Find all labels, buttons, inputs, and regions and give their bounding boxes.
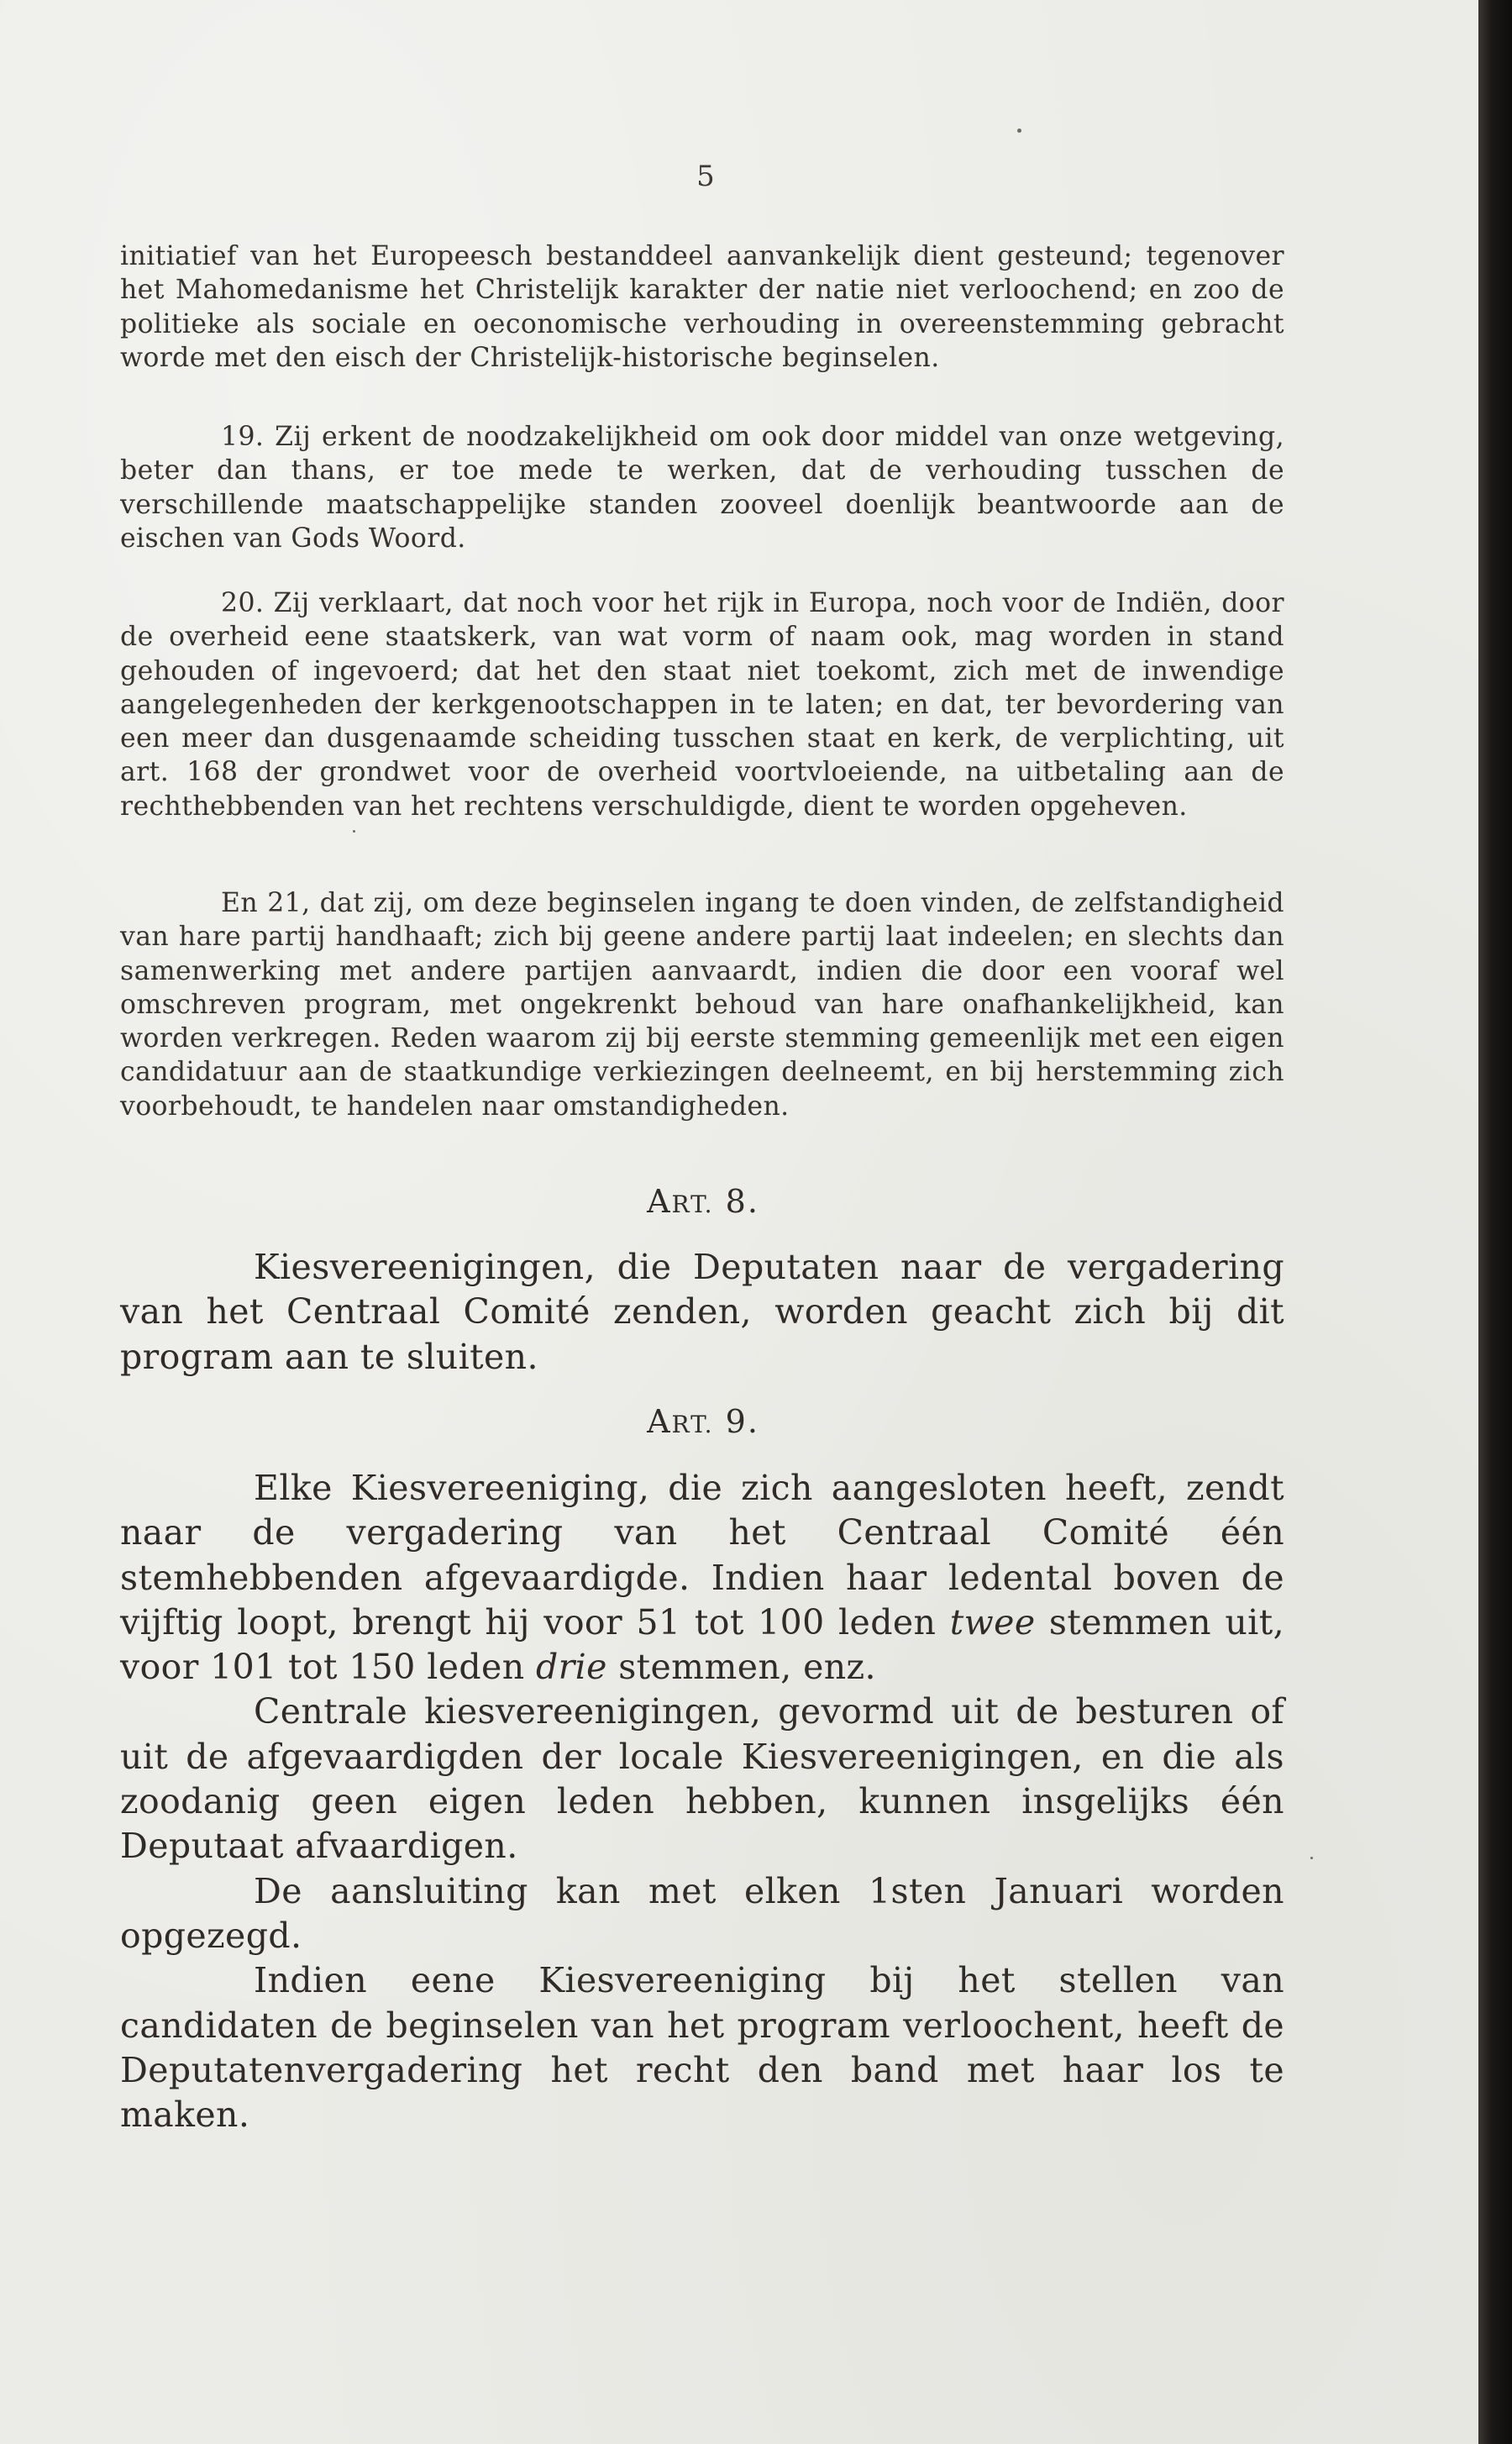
article-9-block [120, 1466, 1284, 2137]
article-8-text: Kiesvereenigingen, die Deputaten naar de vergadering van het Centraal Comité zenden, worden geacht zich bij dit program aan te sluiten. [120, 1247, 1284, 1377]
paper-speck [353, 830, 355, 833]
article-9-heading-prefix: A [647, 1403, 672, 1440]
article-9-paragraph-1 [120, 1466, 1284, 1690]
article-8-block [120, 1245, 1284, 1380]
article-8-heading-number: 8. [725, 1183, 759, 1220]
intro-paragraph: initiatief van het Europeesch bestanddeel aanvankelijk dient gesteund; tegenover het Mahomedanisme het Christelijk karakter der natie niet verloochend; en zoo de politieke als sociale en oeconomische verhouding in overeenstemming gebracht worde met den eisch der Christelijk-historische beginselen. [120, 241, 1284, 373]
article-9-paragraph-3: De aansluiting kan met elken 1sten Januari worden opgezegd. [120, 1870, 1284, 1956]
article-9-paragraph-4: Indien eene Kiesvereeniging bij het stellen van candidaten de beginselen van het program verloochent, heeft de Deputatenvergadering het recht den band met haar los te maken. [120, 1960, 1284, 2136]
article-9-heading-sc: RT. [671, 1411, 714, 1438]
scan-border [1478, 0, 1512, 2444]
article-9-p1-em-drie: drie [535, 1647, 607, 1688]
article-item-21-block [120, 886, 1284, 1123]
paper-speck [1310, 1857, 1313, 1859]
article-9-heading-number: 9. [725, 1403, 759, 1440]
page-number: 5 [696, 160, 715, 193]
article-item-19: 19. Zij erkent de noodzakelijkheid om ook door middel van onze wetgeving, beter dan thans, er toe mede te werken, dat de verhouding tusschen de verschillende maatschappelijke standen zooveel doenlijk beantwoorde aan de eischen van Gods Woord. [120, 422, 1284, 554]
article-8-heading-sc: RT. [671, 1190, 714, 1218]
article-item-21: En 21, dat zij, om deze beginselen ingang te doen vinden, de zelfstandigheid van hare partij handhaaft; zich bij geene andere partij laat indeelen; en slechts dan samenwerking met andere partijen aanvaardt, indien die door een vooraf wel omschreven program, met ongekrenkt behoud van hare onafhankelijkheid, kan worden verkregen. Reden waarom zij bij eerste stemming gemeenlijk met een eigen candidatuur aan de staatkundige verkiezingen deelneemt, en bij herstemming zich voorbehoudt, te handelen naar omstandigheden. [120, 888, 1284, 1122]
article-item-19-block [120, 420, 1284, 555]
article-9-p1-before: Elke Kiesvereeniging, die zich aangesloten heeft, zendt naar de vergadering van het Centraal Comité één stemhebbenden afgevaardigde. Indien haar ledental boven de vijftig loopt, brengt hij voor 51 tot 100 leden [120, 1468, 1284, 1642]
paper-speck [1017, 129, 1021, 133]
intro-paragraph-block [120, 239, 1284, 375]
article-item-20: 20. Zij verklaart, dat noch voor het rijk in Europa, noch voor de Indiën, door de overheid eene staatskerk, van wat vorm of naam ook, mag worden in stand gehouden of ingevoerd; dat het den staat niet toekomt, zich met de inwendige aangelegenheden der kerkgenootschappen in te laten; en dat, ter bevordering van een meer dan dusgenaamde scheiding tusschen staat en kerk, de verplichting, uit art. 168 der grondwet voor de overheid voortvloeiende, na uitbetaling aan de rechthebbenden van het rechtens verschuldigde, dient te worden opgeheven. [120, 588, 1284, 822]
article-8-heading [535, 1183, 871, 1220]
article-9-p1-em-twee: twee [949, 1601, 1036, 1642]
article-9-paragraph-2: Centrale kiesvereenigingen, gevormd uit de besturen of uit de afgevaardigden der locale Kiesvereenigingen, en die als zoodanig geen eigen leden hebben, kunnen insgelijks één Deputaat afvaardigen. [120, 1691, 1284, 1867]
article-9-p1-after: stemmen, enz. [606, 1647, 876, 1688]
article-8-heading-prefix: A [647, 1183, 672, 1220]
article-9-heading [535, 1403, 871, 1440]
article-item-20-block [120, 586, 1284, 823]
article-9-p1-middle: stemmen uit, voor 101 tot 150 leden [120, 1601, 1285, 1688]
